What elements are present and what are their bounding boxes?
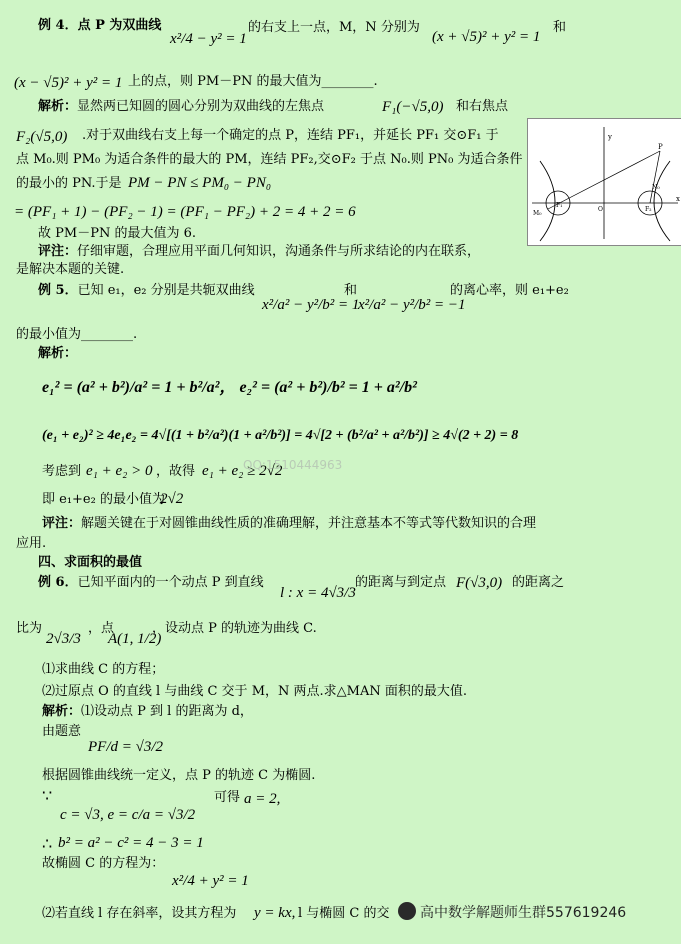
ex6-ratio-eq: PF/d = √3/2 [88, 739, 164, 755]
ex5-hyperbola1: x²/a² − y²/b² = 1 [262, 297, 360, 313]
ex6-text1: 已知平面内的一个动点 P 到直线 [77, 575, 264, 590]
ex4-calculation: = (PF₁ + 1) − (PF₂ − 1) = (PF₁ − PF₂) + 2 = 4 + 2 = 6 [14, 204, 356, 220]
label-P: P [658, 143, 663, 151]
ex6-line-eq: y = kx, [254, 905, 296, 921]
ex5-label: 例 5． [38, 283, 78, 298]
ex5-text2: 的离心率，则 e₁+e₂ [450, 283, 569, 298]
ex4-sol-text1: 显然两已知圆的圆心分别为双曲线的左焦点 [77, 99, 325, 114]
ex4-question: 上的点，则 PM－PN 的最大值为________. [128, 74, 378, 89]
ex6-b-value: b² = a² − c² = 4 − 3 = 1 [58, 835, 204, 851]
section-4-title: 四、求面积的最值 [38, 555, 143, 570]
ex6-a-value: a = 2, [244, 791, 281, 807]
ex4-F1: F₁(−√5,0) [382, 99, 444, 115]
ex5-comment-text: 解题关键在于对圆锥曲线性质的准确理解，并注意基本不等式等代数知识的合理 [81, 516, 537, 531]
ex6-text4: 比为 [16, 621, 43, 636]
ex4-line1 [38, 18, 161, 34]
label-M0: M₀ [533, 210, 542, 217]
footer-text: 高中数学解题师生群557619246 [420, 905, 627, 921]
wechat-icon [398, 902, 416, 920]
ex4-sol-text3: 点 M₀.则 PM₀ 为适合条件的最大的 PM，连结 PF₂,交⊙F₂ 于点 N₀.则 PN₀ 为适合条件 [16, 152, 523, 167]
ex4-sol-text4: 的最小的 PN.于是 [16, 176, 122, 191]
ex4-text1: 的右支上一点，M，N 分别为 [248, 20, 420, 35]
watermark: QQ:1510444963 [243, 458, 343, 472]
label-y: y [608, 133, 612, 141]
ex5-comment-label: 评注： [42, 516, 82, 531]
ex5-min-text: 即 e₁+e₂ 的最小值为 [42, 492, 165, 507]
ex6-because: ∵ [42, 786, 53, 805]
ex4-comment-label: 评注： [38, 244, 78, 259]
ex6-ratio: 2√3/3 [46, 631, 81, 647]
ex4-result: 故 PM－PN 的最大值为 6. [38, 226, 196, 241]
ex6-sol6: ⑵若直线 l 存在斜率，设其方程为 [42, 906, 237, 921]
ex4-label: 例 4．点 P 为双曲线 [38, 18, 162, 33]
ex4-comment-text: 仔细审题，合理应用平面几何知识，沟通条件与所求结论的内在联系， [77, 244, 481, 259]
ex5-min-value: 2√2 [160, 491, 184, 507]
ex6-c-e: c = √3, e = c/a = √3/2 [60, 807, 196, 823]
ex6-point-A: A(1, 1/2) [108, 631, 162, 647]
label-F2: F₂ [645, 206, 652, 213]
footer-group-label [398, 902, 626, 922]
ex5-comment-text2: 应用. [16, 536, 47, 551]
ex6-text5: ，点 [88, 621, 115, 636]
ex4-circle2-formula: (x − √5)² + y² = 1 [14, 75, 123, 91]
ex4-hyperbola-formula: x²/4 − y² = 1 [170, 31, 247, 47]
ex6-line-formula: l : x = 4√3/3 [280, 585, 356, 601]
ex6-sol5: 故椭圆 C 的方程为： [42, 856, 165, 871]
ex5-eccentricity: e₁² = (a² + b²)/a² = 1 + b²/a²， e₂² = (a² + b²)/b² = 1 + a²/b² [42, 379, 417, 396]
label-O: O [598, 206, 603, 213]
line-PF2 [650, 151, 660, 203]
ex5-inequality: (e₁ + e₂)² ≥ 4e₁e₂ = 4√[(1 + b²/a²)(1 + a²/b²)] = 4√[2 + (b²/a² + a²/b²)] ≥ 4√(2 + 2) = 8 [42, 428, 519, 443]
ex6-point-F: F(√3,0) [456, 575, 503, 591]
ex4-comment-text2: 是解决本题的关键. [16, 262, 125, 277]
ex4-inequality: PM − PN ≤ PM₀ − PN₀ [128, 175, 272, 191]
ex5-positive: e₁ + e₂ > 0 [86, 463, 153, 479]
label-N0: N₀ [652, 184, 660, 191]
ex4-solution-label: 解析： [38, 99, 78, 114]
ex5-text1: 已知 e₁，e₂ 分别是共轭双曲线 [77, 283, 255, 298]
ex4-sol-text2: .对于双曲线右支上每一个确定的点 P，连结 PF₁，并延长 PF₁ 交⊙F₁ 于 [82, 128, 499, 143]
label-F1: F₁ [556, 202, 563, 209]
ex4-and: 和 [553, 20, 567, 35]
ex5-and: 和 [344, 283, 358, 298]
ex4-F2: F₂(√5,0) [16, 129, 68, 145]
ex5-therefore: ，故得 [156, 464, 196, 479]
ex6-text3: 的距离之 [512, 575, 565, 590]
hyperbola-figure [527, 118, 681, 246]
ex6-sol7: l 与椭圆 C 的交 [298, 906, 390, 921]
ex6-sol4: 可得 [214, 790, 241, 805]
ex4-circle1-formula: (x + √5)² + y² = 1 [432, 29, 541, 45]
ex6-sol3: 根据圆锥曲线统一定义，点 P 的轨迹 C 为椭圆. [42, 768, 316, 783]
ex6-ellipse-equation: x²/4 + y² = 1 [172, 873, 249, 889]
label-x: x [676, 195, 680, 203]
ex5-question: 的最小值为________. [16, 327, 138, 342]
ex6-text2: 的距离与到定点 [355, 575, 447, 590]
ex5-hyperbola2: x²/a² − y²/b² = −1 [358, 297, 466, 313]
ex6-label: 例 6． [38, 575, 78, 590]
ex4-sol-and: 和右焦点 [456, 99, 509, 114]
ex6-text6: ，设动点 P 的轨迹为曲线 C. [152, 621, 317, 636]
ex6-sol2: 由题意 [42, 724, 82, 739]
ex6-sol1: ⑴设动点 P 到 l 的距离为 d， [81, 704, 253, 719]
hyperbola-svg [528, 119, 681, 245]
ex6-therefore: ∴ [42, 834, 53, 853]
ex6-q1: ⑴求曲线 C 的方程； [42, 662, 165, 677]
ex5-solution-label: 解析： [38, 346, 78, 361]
ex5-consider: 考虑到 [42, 464, 82, 479]
left-branch [540, 161, 555, 241]
ex5-result: e₁ + e₂ ≥ 2√2 [202, 463, 283, 479]
ex6-solution-label: 解析： [42, 704, 82, 719]
ex6-q2: ⑵过原点 O 的直线 l 与曲线 C 交于 M，N 两点.求△MAN 面积的最大值. [42, 684, 467, 699]
